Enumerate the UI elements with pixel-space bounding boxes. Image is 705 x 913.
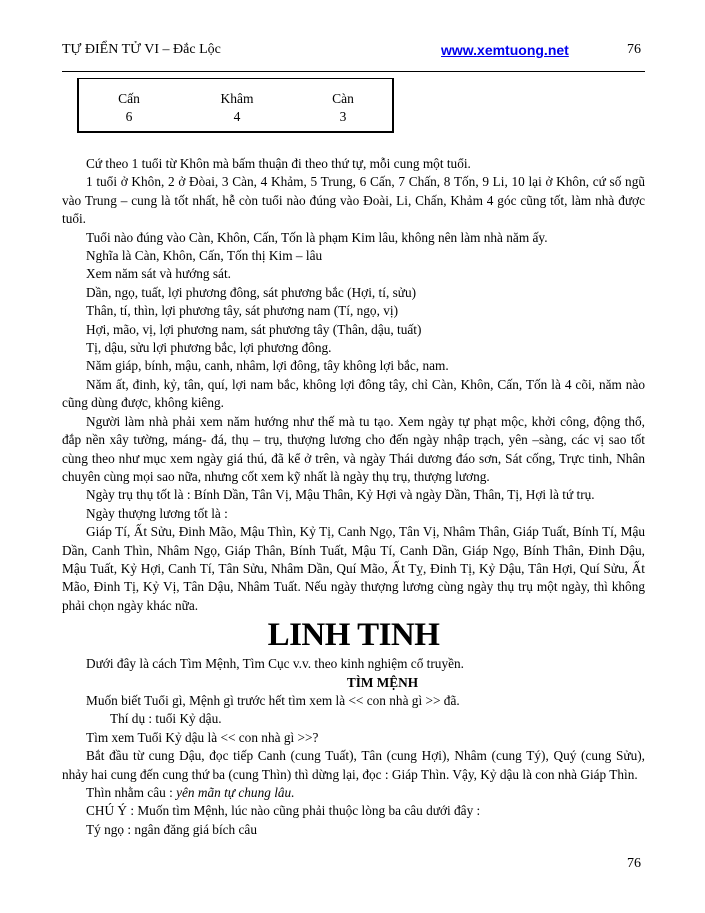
paragraph: Tuổi nào đúng vào Càn, Khôn, Cấn, Tốn là phạm Kim lâu, không nên làm nhà năm ấy. bbox=[86, 229, 548, 245]
paragraph: Hợi, mão, vị, lợi phương nam, sát phương tây (Thân, dậu, tuất) bbox=[86, 321, 422, 337]
poem-verse: yên mãn tự chung lâu. bbox=[176, 785, 295, 800]
paragraph: Năm giáp, bính, mậu, canh, nhâm, lợi đông, tây không lợi bắc, nam. bbox=[86, 358, 449, 374]
paragraph: Muốn biết Tuổi gì, Mệnh gì trước hết tìm xem là << con nhà gì >> đã. bbox=[86, 692, 460, 708]
paragraph: Giáp Tí, Ất Sửu, Đinh Mão, Mậu Thìn, Kỷ Tị, Canh Ngọ, Tân Vị, Nhâm Thân, Giáp Tuất, Bính Tí, Mậu Dần, Canh Thìn, Nhâm Ngọ, Giáp Thân, Bính Tuất, Mậu Tí, Canh Dần, Giáp Ngọ, Bính Thân, Đinh Dậu, Mậu Tuất, Kỷ Hợi, Canh Tí, Tân Sửu, Nhâm Dần, Quí Mão, Ất Tỵ, Đinh Tị, Kỷ Dậu, Tân Hợi, Quí Sửu, Ất Mão, Đinh Tị, Kỷ Vị, Tân Dậu, Nhâm Tuất. Nếu ngày thượng lương cùng ngày thụ trụ một ngày, thì không phải chọn ngày khác nữa. bbox=[62, 524, 645, 613]
section-title: LINH TINH bbox=[267, 617, 440, 654]
document-body bbox=[62, 155, 645, 839]
paragraph bbox=[62, 784, 645, 802]
header-page-number: 76 bbox=[627, 42, 641, 57]
paragraph: Ngày thượng lương tốt là : bbox=[86, 505, 228, 521]
header-divider bbox=[62, 71, 645, 72]
header-title: TỰ ĐIỂN TỬ VI – Đắc Lộc bbox=[62, 42, 221, 57]
paragraph: Xem năm sát và hướng sát. bbox=[86, 266, 231, 282]
paragraph: CHÚ Ý : Muốn tìm Mệnh, lúc nào cũng phải thuộc lòng ba câu dưới đây : bbox=[86, 803, 481, 819]
table-header-can-right: Càn bbox=[332, 91, 354, 106]
paragraph: Người làm nhà phải xem năm hướng như thế mà tu tạo. Xem ngày tự phạt mộc, khởi công, động thổ, đắp nền xây tường, máng- đá, thụ – trụ, thượng lương cho đến ngày nhập trạch, yên –sàng, các vị sao tốt cùng theo như mục xem ngày giá thú, đã kể ở trên, và ngày Thái dương đáo sơn, Sát cống, Trực tinh, Nhân chuyên cùng mọi sao nữa, nhưng cốt xem kỹ nhất là ngày thụ trụ, thượng lương. bbox=[62, 413, 645, 484]
table-header-can-left: Cấn bbox=[118, 91, 140, 106]
paragraph: Cứ theo 1 tuổi từ Khôn mà bấm thuận đi theo thứ tự, mỗi cung một tuổi. bbox=[86, 156, 471, 171]
table-value-6: 6 bbox=[125, 109, 133, 124]
paragraph: Dần, ngọ, tuất, lợi phương đông, sát phương bắc (Hợi, tí, sửu) bbox=[86, 284, 417, 300]
paragraph: Tị, dậu, sửu lợi phương bắc, lợi phương đông. bbox=[86, 340, 332, 356]
footer-page-number: 76 bbox=[627, 856, 641, 871]
website-link[interactable]: www.xemtuong.net bbox=[441, 42, 569, 58]
paragraph: Thân, tí, thìn, lợi phương tây, sát phương nam (Tí, ngọ, vị) bbox=[86, 303, 398, 319]
table-value-4: 4 bbox=[233, 109, 241, 124]
paragraph: Năm ất, đinh, kỷ, tân, quí, lợi nam bắc, không lợi đông tây, chỉ Càn, Khôn, Cấn, Tốn là 4 cõi, năm nào cũng dùng được, không kiêng. bbox=[62, 376, 645, 411]
table-value-3: 3 bbox=[339, 109, 347, 124]
poem-prefix: Thìn nhằm câu : bbox=[86, 785, 177, 800]
paragraph: Bắt đầu từ cung Dậu, đọc tiếp Canh (cung Tuất), Tân (cung Hợi), Nhâm (cung Tý), Quý (cung Sửu), nhảy hai cung đến cung thứ ba (cung Thìn) thì dừng lại, đọc : Giáp Thìn. Vậy, Kỷ dậu là con nhà Giáp Thìn. bbox=[62, 748, 645, 782]
paragraph: Ngày trụ thụ tốt là : Bính Dần, Tân Vị, Mậu Thân, Kỷ Hợi và ngày Dần, Thân, Tị, Hợi là tứ trụ. bbox=[86, 487, 595, 503]
intro-paragraph: Dưới đây là cách Tìm Mệnh, Tìm Cục v.v. theo kinh nghiệm cổ truyền. bbox=[86, 656, 464, 672]
paragraph: Tý ngọ : ngân đăng giá bích câu bbox=[86, 821, 257, 837]
table-header-kham: Khâm bbox=[220, 91, 254, 106]
example-line: Thí dụ : tuổi Kỷ dậu. bbox=[110, 711, 222, 727]
trigram-table bbox=[77, 78, 394, 133]
paragraph: 1 tuổi ở Khôn, 2 ở Đòai, 3 Càn, 4 Khảm, 5 Trung, 6 Cấn, 7 Chấn, 8 Tốn, 9 Li, 10 lại ở Khôn, cứ số ngũ vào Trung – cung là tốt nhất, hễ còn tuổi nào đúng vào Đoài, Li, Chấn, Khảm 4 góc cũng tốt, làm nhà được tuổi. bbox=[62, 174, 645, 227]
paragraph: Tìm xem Tuổi Kỷ dậu là << con nhà gì >>? bbox=[86, 729, 319, 745]
subsection-title: TÌM MỆNH bbox=[346, 674, 419, 690]
paragraph: Nghĩa là Càn, Khôn, Cấn, Tốn thị Kim – lâu bbox=[86, 248, 323, 264]
